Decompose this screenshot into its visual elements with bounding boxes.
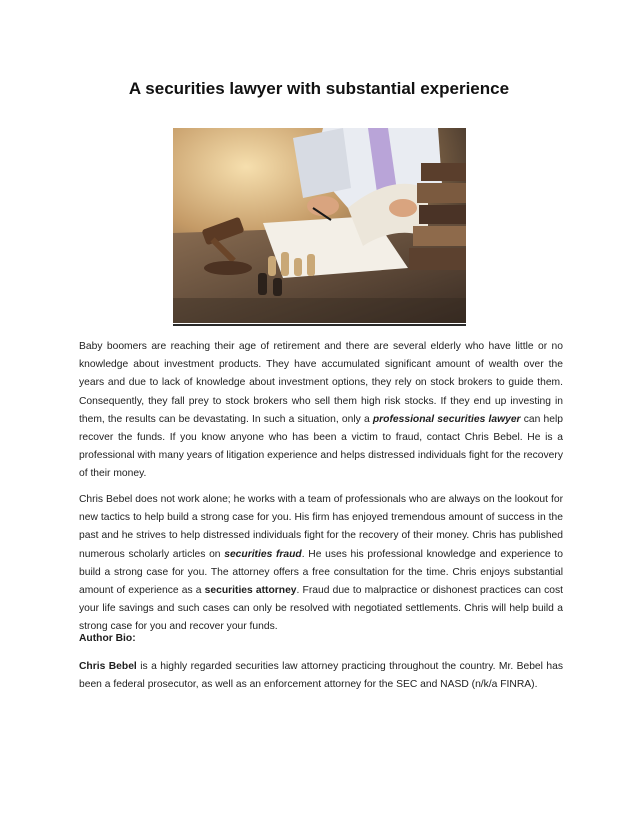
professional-securities-lawyer-link[interactable]: professional securities lawyer bbox=[372, 413, 521, 425]
paragraph3-text: is a highly regarded securities law attorney practicing throughout the country. Mr. Bebel has been a federal prosecutor, as well as an enforcement attorney for the SEC and NASD (n/k/a FINRA). bbox=[79, 661, 563, 691]
paragraph-chris-bebel bbox=[79, 491, 563, 637]
lawyer-photo bbox=[173, 128, 466, 323]
paragraph2-text-c: . Fraud due to malpractice or dishonest practices can cost your life savings and such cases can only be resolved with negotiated settlements. Chris will help build a strong case for you and recover your funds. bbox=[79, 585, 563, 633]
author-name: Chris Bebel bbox=[79, 661, 137, 672]
author-bio-heading: Author Bio: bbox=[79, 633, 136, 644]
paragraph2-text-a: Chris Bebel does not work alone; he works with a team of professionals who are always on the lookout for new tactics to help build a strong case for you. His firm has enjoyed tremendous amount of success in the past and he strives to help distressed individuals fight for the recovery of their money. Chris has published numerous scholarly articles on bbox=[79, 494, 563, 560]
securities-attorney-text: securities attorney bbox=[204, 585, 297, 597]
photo-illustration bbox=[173, 128, 466, 323]
paragraph1-text-b: can help recover the funds. If you know anyone who has been a victim to fraud, contact Chris Bebel. He is a professional with many years of litigation experience and helps distressed individuals fight for the recovery of their money. bbox=[79, 413, 563, 480]
paragraph1-text-a: Baby boomers are reaching their age of retirement and there are several elderly who have little or no knowledge about investment products. They have accumulated significant amount of wealth over the years and due to lack of knowledge about investment options, they rely on stock brokers to guide them. Consequently, they fall prey to stock brokers who sell them high risk stocks. If they end up investing in them, the results can be devastating. In such a situation, only a bbox=[79, 341, 563, 425]
photo-underline bbox=[173, 324, 466, 326]
page-title: A securities lawyer with substantial experience bbox=[128, 79, 510, 98]
paragraph-author-bio bbox=[79, 658, 563, 694]
securities-fraud-link[interactable]: securities fraud bbox=[224, 548, 302, 560]
paragraph2-text-b: . He uses his professional knowledge and experience to build a strong case for you. The attorney offers a free consultation for the time. Chris enjoys substantial amount of experience as a bbox=[79, 548, 563, 597]
paragraph-retirement bbox=[79, 338, 563, 484]
